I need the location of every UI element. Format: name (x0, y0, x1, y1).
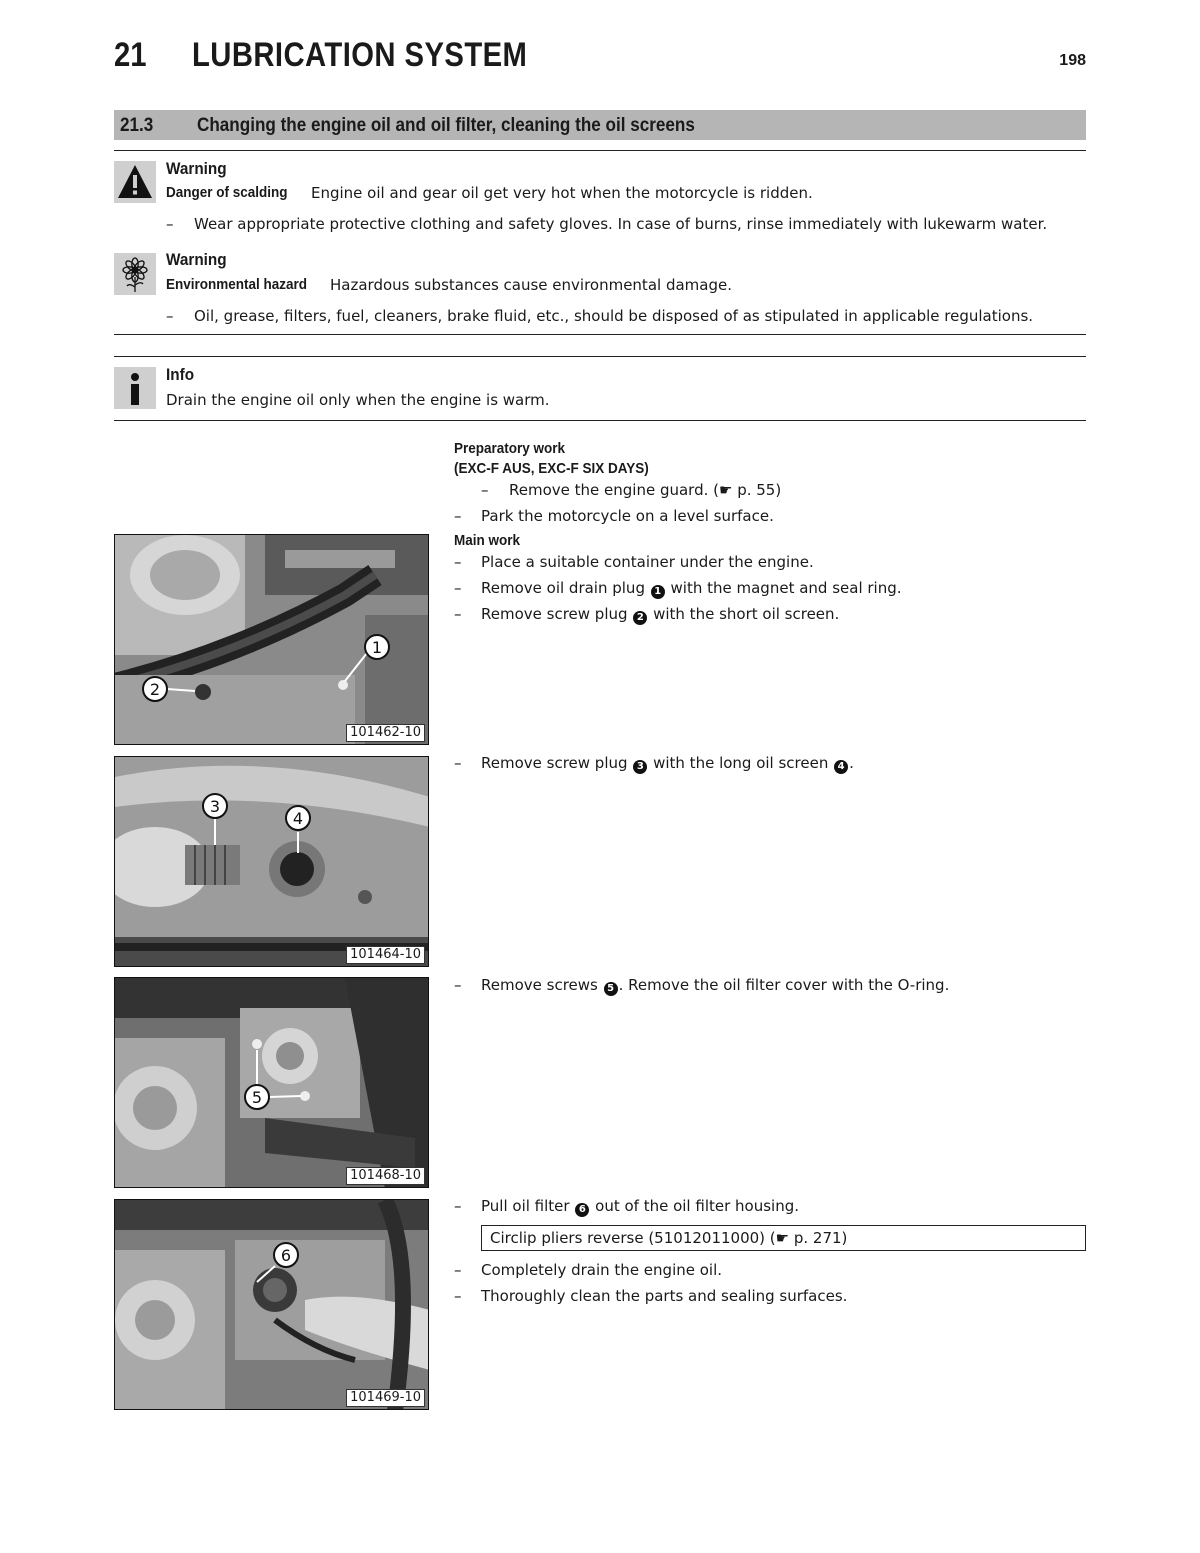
bullet-dash: – (454, 1261, 462, 1279)
step-text: Remove screw plug 3 with the long oil screen 4 . (481, 754, 854, 772)
bullet-dash: – (454, 605, 462, 623)
bullet-dash: – (454, 754, 462, 772)
warning-title: Warning (166, 250, 227, 269)
flower-icon (114, 253, 156, 295)
divider (114, 334, 1086, 335)
callout-4: 4 (834, 760, 848, 774)
step-text: Thoroughly clean the parts and sealing surfaces. (481, 1287, 848, 1305)
warning-label: Danger of scalding (166, 184, 288, 201)
bullet-dash: – (454, 1287, 462, 1305)
divider (114, 356, 1086, 357)
page-number: 198 (1059, 52, 1086, 69)
preparatory-step: Park the motorcycle on a level surface. (481, 507, 774, 525)
photo-code: 101469-10 (346, 1389, 425, 1407)
photo-code: 101462-10 (346, 724, 425, 742)
step-text: Place a suitable container under the engine. (481, 553, 814, 571)
preparatory-substep: Remove the engine guard. (☛ p. 55) (509, 481, 782, 499)
photo-code: 101464-10 (346, 946, 425, 964)
info-icon (114, 367, 156, 409)
preparatory-title: Preparatory work (454, 440, 566, 457)
chapter-title: LUBRICATION SYSTEM (192, 36, 528, 74)
info-text: Drain the engine oil only when the engine is warm. (166, 391, 550, 409)
bullet-dash: – (166, 307, 174, 325)
warning-text: Hazardous substances cause environmental damage. (330, 276, 732, 294)
section-title: Changing the engine oil and oil filter, cleaning the oil screens (197, 115, 695, 136)
step-text: Remove screw plug 2 with the short oil screen. (481, 605, 840, 623)
warning-bullet: Wear appropriate protective clothing and safety gloves. In case of burns, rinse immediately with lukewarm water. (194, 215, 1048, 233)
photo-oil-drain-plug (114, 534, 429, 745)
step-text: Remove screws 5 . Remove the oil filter cover with the O-ring. (481, 976, 950, 994)
warning-title: Warning (166, 159, 227, 178)
preparatory-condition: (EXC-F AUS, EXC-F SIX DAYS) (454, 460, 649, 477)
chapter-number: 21 (114, 36, 147, 74)
divider (114, 150, 1086, 151)
photo-label: 4 (292, 809, 304, 828)
info-title: Info (166, 365, 195, 384)
callout-5: 5 (604, 982, 618, 996)
bullet-dash: – (166, 215, 174, 233)
callout-2: 2 (633, 611, 647, 625)
callout-3: 3 (633, 760, 647, 774)
photo-label: 2 (149, 680, 161, 699)
step-text: Pull oil filter 6 out of the oil filter housing. (481, 1197, 799, 1215)
special-tool-box (481, 1225, 1086, 1251)
bullet-dash: – (454, 1197, 462, 1215)
photo-screw-plug (114, 756, 429, 967)
photo-label: 6 (280, 1246, 292, 1265)
warning-text: Engine oil and gear oil get very hot when the motorcycle is ridden. (311, 184, 813, 202)
section-number: 21.3 (120, 115, 154, 136)
callout-6: 6 (575, 1203, 589, 1217)
photo-code: 101468-10 (346, 1167, 425, 1185)
callout-1: 1 (651, 585, 665, 599)
photo-oil-filter-cover (114, 977, 429, 1188)
step-text: Completely drain the engine oil. (481, 1261, 723, 1279)
section-header (114, 110, 1086, 140)
special-tool-text: Circlip pliers reverse (51012011000) (☛ p. 271) (490, 1229, 848, 1247)
photo-label: 5 (251, 1088, 263, 1107)
bullet-dash: – (454, 579, 462, 597)
main-work-title: Main work (454, 532, 521, 549)
warning-triangle-icon (114, 161, 156, 203)
bullet-dash: – (454, 507, 462, 525)
photo-oil-filter (114, 1199, 429, 1410)
bullet-dash: – (454, 976, 462, 994)
divider (114, 420, 1086, 421)
photo-label: 1 (371, 638, 383, 657)
step-text: Remove oil drain plug 1 with the magnet and seal ring. (481, 579, 902, 597)
warning-bullet: Oil, grease, filters, fuel, cleaners, brake fluid, etc., should be disposed of as stipulated in applicable regulations. (194, 307, 1034, 325)
bullet-dash: – (454, 553, 462, 571)
bullet-dash: – (481, 481, 489, 499)
warning-label: Environmental hazard (166, 276, 308, 293)
photo-label: 3 (209, 797, 221, 816)
